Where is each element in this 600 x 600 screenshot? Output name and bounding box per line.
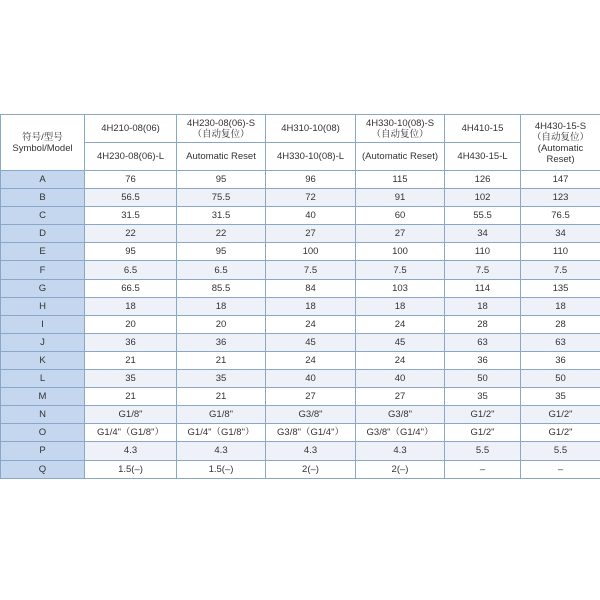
symbol-model-zh: 符号/型号 xyxy=(22,131,63,143)
table-row xyxy=(1,351,600,369)
table-cell: 21 xyxy=(177,351,266,369)
table-cell: 27 xyxy=(266,225,356,243)
table-cell: 45 xyxy=(266,333,356,351)
table-cell: 66.5 xyxy=(85,279,177,297)
table-cell: 22 xyxy=(85,225,177,243)
table-cell: G1/2" xyxy=(445,406,521,424)
model-header: 4H330-10(08)-S （自动复位） xyxy=(356,115,445,143)
table-cell: 18 xyxy=(177,297,266,315)
table-cell: – xyxy=(521,460,600,478)
table-cell: 114 xyxy=(445,279,521,297)
model-header: 4H210-08(06) xyxy=(85,115,177,143)
table-cell: – xyxy=(445,460,521,478)
model-subheader: 4H330-10(08)-L xyxy=(266,143,356,171)
table-cell: 110 xyxy=(521,243,600,261)
table-cell: 21 xyxy=(177,388,266,406)
table-cell: G1/4"（G1/8"） xyxy=(85,424,177,442)
table-cell: 60 xyxy=(356,207,445,225)
table-cell: 110 xyxy=(445,243,521,261)
table-cell: 6.5 xyxy=(177,261,266,279)
table-cell: 35 xyxy=(521,388,600,406)
table-cell: 147 xyxy=(521,171,600,189)
table-cell: 95 xyxy=(177,243,266,261)
table-cell: 18 xyxy=(266,297,356,315)
table-cell: 1.5(–) xyxy=(177,460,266,478)
table-cell: G1/8" xyxy=(85,406,177,424)
table-cell: G1/2" xyxy=(445,424,521,442)
table-cell: 126 xyxy=(445,171,521,189)
row-symbol: B xyxy=(1,189,85,207)
table-cell: 102 xyxy=(445,189,521,207)
row-symbol: I xyxy=(1,315,85,333)
table-cell: 24 xyxy=(266,315,356,333)
model-subheader: Automatic Reset xyxy=(177,143,266,171)
table-cell: G1/2" xyxy=(521,406,600,424)
table-cell: 4.3 xyxy=(177,442,266,460)
table-cell: 21 xyxy=(85,388,177,406)
row-symbol: N xyxy=(1,406,85,424)
table-body xyxy=(1,171,600,479)
table-cell: 34 xyxy=(521,225,600,243)
table-cell: 95 xyxy=(85,243,177,261)
symbol-model-header xyxy=(1,115,85,171)
table-cell: 63 xyxy=(521,333,600,351)
table-cell: 56.5 xyxy=(85,189,177,207)
table-cell: 24 xyxy=(356,315,445,333)
row-symbol: K xyxy=(1,351,85,369)
table-cell: 31.5 xyxy=(85,207,177,225)
model-header: 4H310-10(08) xyxy=(266,115,356,143)
table-cell: G3/8"（G1/4"） xyxy=(356,424,445,442)
table-cell: 27 xyxy=(356,225,445,243)
table-row xyxy=(1,442,600,460)
table-cell: G1/8" xyxy=(177,406,266,424)
table-row xyxy=(1,171,600,189)
row-symbol: H xyxy=(1,297,85,315)
table-cell: 6.5 xyxy=(85,261,177,279)
table-cell: 95 xyxy=(177,171,266,189)
spec-table xyxy=(0,114,600,479)
table-cell: 72 xyxy=(266,189,356,207)
table-cell: 85.5 xyxy=(177,279,266,297)
table-cell: 27 xyxy=(356,388,445,406)
table-cell: 34 xyxy=(445,225,521,243)
table-row xyxy=(1,261,600,279)
table-cell: G1/2" xyxy=(521,424,600,442)
table-cell: 96 xyxy=(266,171,356,189)
table-cell: 36 xyxy=(85,333,177,351)
table-cell: 5.5 xyxy=(445,442,521,460)
row-symbol: G xyxy=(1,279,85,297)
table-cell: 31.5 xyxy=(177,207,266,225)
table-cell: 45 xyxy=(356,333,445,351)
table-cell: 50 xyxy=(445,370,521,388)
table-row xyxy=(1,406,600,424)
table-row xyxy=(1,297,600,315)
table-cell: 36 xyxy=(445,351,521,369)
table-row xyxy=(1,370,600,388)
table-cell: 115 xyxy=(356,171,445,189)
table-cell: 76 xyxy=(85,171,177,189)
table-row xyxy=(1,243,600,261)
table-row xyxy=(1,460,600,478)
row-symbol: Q xyxy=(1,460,85,478)
table-cell: 7.5 xyxy=(521,261,600,279)
row-symbol: L xyxy=(1,370,85,388)
table-cell: 100 xyxy=(266,243,356,261)
table-cell: 103 xyxy=(356,279,445,297)
table-cell: 4.3 xyxy=(266,442,356,460)
row-symbol: F xyxy=(1,261,85,279)
table-cell: 18 xyxy=(85,297,177,315)
table-cell: 55.5 xyxy=(445,207,521,225)
table-row xyxy=(1,189,600,207)
row-symbol: A xyxy=(1,171,85,189)
table-cell: 36 xyxy=(177,333,266,351)
table-row xyxy=(1,279,600,297)
symbol-model-en: Symbol/Model xyxy=(12,142,73,154)
model-header: 4H230-08(06)-S （自动复位） xyxy=(177,115,266,143)
table-cell: 24 xyxy=(266,351,356,369)
model-subheader: (Automatic Reset) xyxy=(356,143,445,171)
table-cell: G3/8" xyxy=(356,406,445,424)
table-cell: 7.5 xyxy=(445,261,521,279)
row-symbol: C xyxy=(1,207,85,225)
table-row xyxy=(1,388,600,406)
table-cell: 1.5(–) xyxy=(85,460,177,478)
table-cell: 5.5 xyxy=(521,442,600,460)
table-cell: 135 xyxy=(521,279,600,297)
row-symbol: P xyxy=(1,442,85,460)
table-cell: 27 xyxy=(266,388,356,406)
table-cell: 40 xyxy=(266,207,356,225)
table-cell: 100 xyxy=(356,243,445,261)
table-cell: G1/4"（G1/8"） xyxy=(177,424,266,442)
table-cell: 35 xyxy=(445,388,521,406)
table-cell: 91 xyxy=(356,189,445,207)
table-cell: G3/8"（G1/4"） xyxy=(266,424,356,442)
table-cell: 40 xyxy=(356,370,445,388)
table-cell: 50 xyxy=(521,370,600,388)
table-cell: 18 xyxy=(521,297,600,315)
model-subheader: 4H230-08(06)-L xyxy=(85,143,177,171)
table-row xyxy=(1,333,600,351)
table-cell: 24 xyxy=(356,351,445,369)
model-header: 4H410-15 xyxy=(445,115,521,143)
table-cell: 40 xyxy=(266,370,356,388)
table-cell: 28 xyxy=(445,315,521,333)
table-cell: 35 xyxy=(177,370,266,388)
table-cell: 35 xyxy=(85,370,177,388)
table-cell: 75.5 xyxy=(177,189,266,207)
table-row xyxy=(1,424,600,442)
table-cell: 2(–) xyxy=(266,460,356,478)
model-subheader: 4H430-15-L xyxy=(445,143,521,171)
row-symbol: M xyxy=(1,388,85,406)
table-cell: 2(–) xyxy=(356,460,445,478)
table-cell: G3/8" xyxy=(266,406,356,424)
model-header-merged: 4H430-15-S （自动复位） (Automatic Reset) xyxy=(521,115,600,171)
table-cell: 21 xyxy=(85,351,177,369)
table-cell: 7.5 xyxy=(356,261,445,279)
table-cell: 4.3 xyxy=(85,442,177,460)
table-cell: 36 xyxy=(521,351,600,369)
table-cell: 18 xyxy=(445,297,521,315)
table-cell: 20 xyxy=(177,315,266,333)
table-cell: 7.5 xyxy=(266,261,356,279)
row-symbol: E xyxy=(1,243,85,261)
table-cell: 28 xyxy=(521,315,600,333)
row-symbol: O xyxy=(1,424,85,442)
table-row xyxy=(1,225,600,243)
table-row xyxy=(1,207,600,225)
table-cell: 22 xyxy=(177,225,266,243)
row-symbol: D xyxy=(1,225,85,243)
table-cell: 76.5 xyxy=(521,207,600,225)
table-cell: 20 xyxy=(85,315,177,333)
table-cell: 63 xyxy=(445,333,521,351)
table-cell: 84 xyxy=(266,279,356,297)
table-cell: 4.3 xyxy=(356,442,445,460)
row-symbol: J xyxy=(1,333,85,351)
table-cell: 18 xyxy=(356,297,445,315)
table-cell: 123 xyxy=(521,189,600,207)
table-row xyxy=(1,315,600,333)
